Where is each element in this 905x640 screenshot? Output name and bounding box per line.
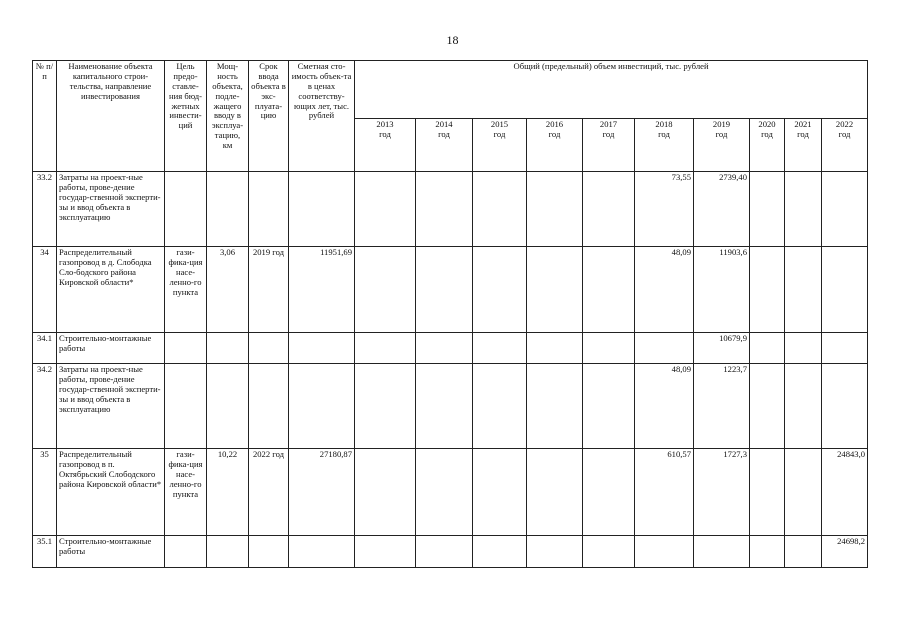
row-purpose (165, 364, 207, 449)
table-row (33, 172, 868, 247)
row-cost (289, 536, 355, 568)
row-2013 (355, 172, 416, 247)
row-2013 (355, 364, 416, 449)
row-2017 (583, 247, 635, 333)
row-2016 (527, 333, 583, 364)
row-2013 (355, 247, 416, 333)
row-term (249, 172, 289, 247)
investment-table (32, 60, 868, 568)
row-2018 (635, 536, 694, 568)
header-purpose: Цель предо-ставле-ния бюд-жетных инвести-ций (165, 61, 207, 172)
row-2014 (416, 172, 473, 247)
row-2016 (527, 536, 583, 568)
row-2020 (750, 172, 785, 247)
row-capacity: 3,06 (207, 247, 249, 333)
header-year-2013: 2013 год (355, 119, 416, 172)
row-2017 (583, 364, 635, 449)
row-2018: 610,57 (635, 449, 694, 536)
row-2018: 48,09 (635, 247, 694, 333)
row-2022 (822, 333, 868, 364)
row-2015 (473, 536, 527, 568)
row-capacity (207, 364, 249, 449)
row-num: 35 (33, 449, 57, 536)
row-num: 33.2 (33, 172, 57, 247)
row-2014 (416, 449, 473, 536)
row-2019: 10679,9 (694, 333, 750, 364)
row-2017 (583, 172, 635, 247)
row-2013 (355, 333, 416, 364)
row-2020 (750, 536, 785, 568)
row-name: Затраты на проект-ные работы, прове-дение государ-ственной эксперти-зы и ввод объекта в эксплуатацию (57, 172, 165, 247)
row-2016 (527, 449, 583, 536)
row-2019: 1223,7 (694, 364, 750, 449)
row-2018: 48,09 (635, 364, 694, 449)
row-cost (289, 333, 355, 364)
row-2016 (527, 247, 583, 333)
row-2019: 2739,40 (694, 172, 750, 247)
row-term (249, 364, 289, 449)
row-2016 (527, 364, 583, 449)
row-2022 (822, 364, 868, 449)
row-2021 (785, 536, 822, 568)
row-2014 (416, 364, 473, 449)
row-num: 34.1 (33, 333, 57, 364)
table-row (33, 364, 868, 449)
row-2014 (416, 333, 473, 364)
header-year-2019: 2019 год (694, 119, 750, 172)
row-purpose (165, 536, 207, 568)
row-2020 (750, 449, 785, 536)
row-2022 (822, 172, 868, 247)
row-capacity (207, 172, 249, 247)
row-2015 (473, 172, 527, 247)
row-2016 (527, 172, 583, 247)
row-2021 (785, 247, 822, 333)
header-year-2014: 2014 год (416, 119, 473, 172)
header-total-investment: Общий (предельный) объем инвестиций, тыс. рублей (355, 61, 868, 119)
row-2015 (473, 449, 527, 536)
row-2019 (694, 536, 750, 568)
row-2022 (822, 247, 868, 333)
row-term (249, 333, 289, 364)
row-name: Распределительный газопровод в д. Слободка Сло-бодского района Кировской области* (57, 247, 165, 333)
header-year-2017: 2017 год (583, 119, 635, 172)
row-name: Строительно-монтажные работы (57, 536, 165, 568)
row-term: 2019 год (249, 247, 289, 333)
row-purpose (165, 333, 207, 364)
row-2021 (785, 449, 822, 536)
table-row (33, 247, 868, 333)
header-name: Наименование объекта капитального строи-тельства, направление инвестирования (57, 61, 165, 172)
header-year-2022: 2022 год (822, 119, 868, 172)
table-row (33, 449, 868, 536)
header-num: № п/п (33, 61, 57, 172)
table-row (33, 536, 868, 568)
page-number: 18 (446, 33, 459, 47)
row-2017 (583, 536, 635, 568)
row-capacity (207, 333, 249, 364)
row-2019: 11903,6 (694, 247, 750, 333)
header-cost: Сметная сто-имость объек-та в ценах соответству-ющих лет, тыс. рублей (289, 61, 355, 172)
row-num: 35.1 (33, 536, 57, 568)
row-2013 (355, 449, 416, 536)
row-2021 (785, 172, 822, 247)
header-capacity: Мощ-ность объекта, подле-жащего вводу в эксплуа-тацию, км (207, 61, 249, 172)
row-name: Распределительный газопровод в п. Октябрьский Слободского района Кировской области* (57, 449, 165, 536)
row-2021 (785, 364, 822, 449)
row-cost: 27180,87 (289, 449, 355, 536)
row-2018: 73,55 (635, 172, 694, 247)
row-2015 (473, 247, 527, 333)
row-2022: 24843,0 (822, 449, 868, 536)
row-capacity (207, 536, 249, 568)
header-year-2020: 2020 год (750, 119, 785, 172)
row-2020 (750, 247, 785, 333)
row-num: 34.2 (33, 364, 57, 449)
row-purpose: гази-фика-ция насе-ленно-го пункта (165, 247, 207, 333)
row-name: Затраты на проект-ные работы, прове-дение государ-ственной эксперти-зы и ввод объекта в эксплуатацию (57, 364, 165, 449)
header-year-2021: 2021 год (785, 119, 822, 172)
row-2017 (583, 449, 635, 536)
row-2020 (750, 333, 785, 364)
row-cost (289, 364, 355, 449)
row-num: 34 (33, 247, 57, 333)
row-purpose: гази-фика-ция насе-ленно-го пункта (165, 449, 207, 536)
row-purpose (165, 172, 207, 247)
row-term: 2022 год (249, 449, 289, 536)
row-2022: 24698,2 (822, 536, 868, 568)
header-year-2016: 2016 год (527, 119, 583, 172)
row-2014 (416, 536, 473, 568)
row-term (249, 536, 289, 568)
header-term: Срок ввода объекта в экс-плуата-цию (249, 61, 289, 172)
row-cost (289, 172, 355, 247)
row-name: Строительно-монтажные работы (57, 333, 165, 364)
row-cost: 11951,69 (289, 247, 355, 333)
row-2015 (473, 364, 527, 449)
row-2013 (355, 536, 416, 568)
row-2015 (473, 333, 527, 364)
row-2019: 1727,3 (694, 449, 750, 536)
row-2021 (785, 333, 822, 364)
header-year-2015: 2015 год (473, 119, 527, 172)
header-year-2018: 2018 год (635, 119, 694, 172)
row-2018 (635, 333, 694, 364)
row-2020 (750, 364, 785, 449)
row-2017 (583, 333, 635, 364)
row-capacity: 10,22 (207, 449, 249, 536)
row-2014 (416, 247, 473, 333)
table-row (33, 333, 868, 364)
